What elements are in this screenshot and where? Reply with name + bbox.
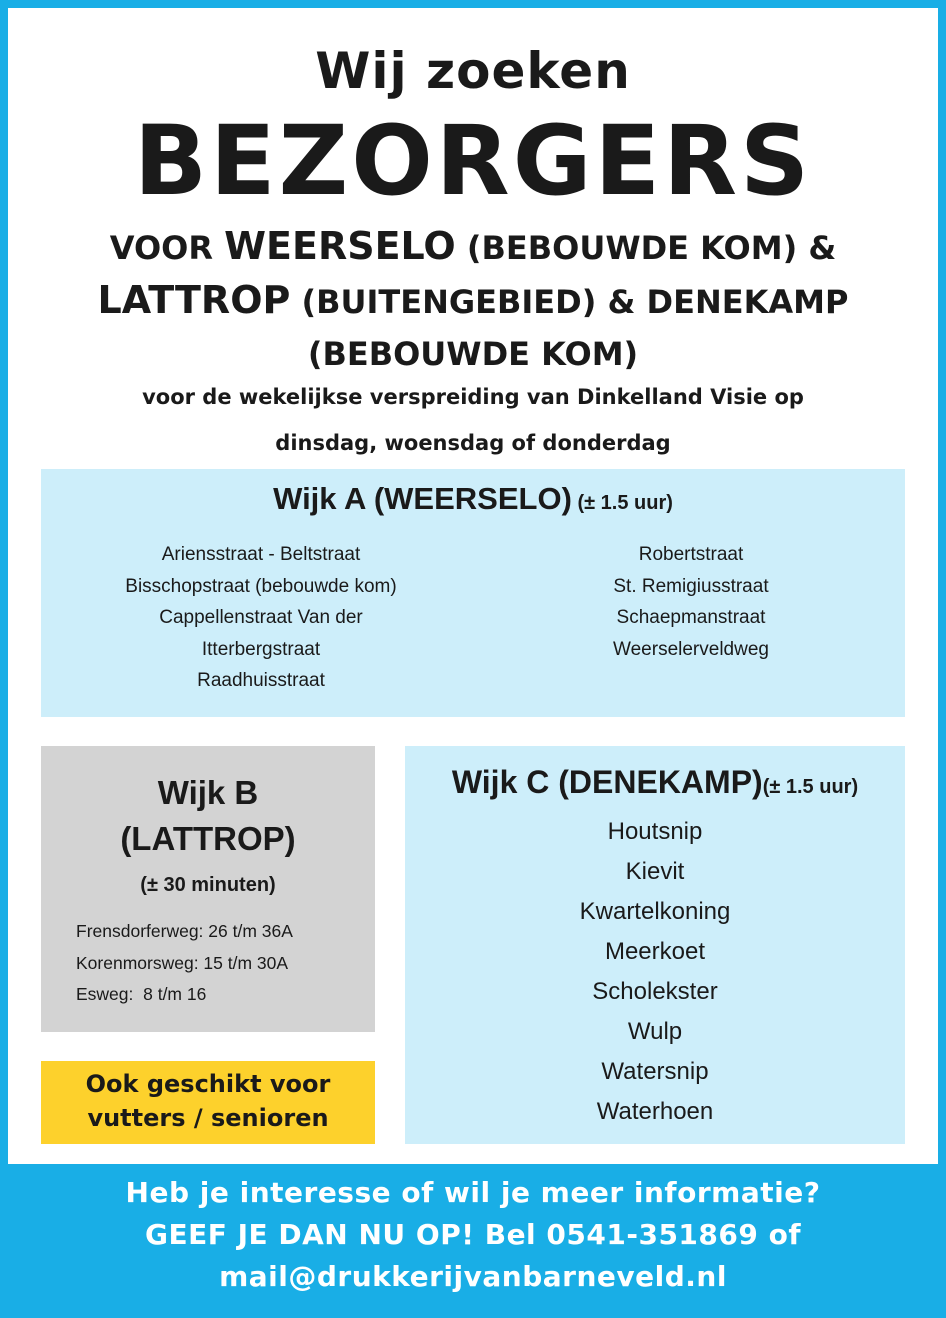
areas-lattrop: LATTROP	[97, 278, 291, 322]
wijk-c-streets	[405, 812, 905, 1132]
street-item: Waterhoen	[596, 1098, 714, 1125]
street-item: Robertstraat	[638, 544, 744, 565]
wijk-c-title	[405, 764, 905, 801]
wijk-c-duration: (± 1.5 uur)	[762, 776, 859, 798]
footer-line-1: Heb je interesse of wil je meer informatie?	[125, 1176, 821, 1209]
street-item: Ariensstraat - Beltstraat	[161, 544, 361, 565]
wijk-b-duration: (± 30 minuten)	[140, 874, 276, 896]
wijk-a-streets-left	[91, 539, 431, 697]
wijk-b-area: (LATTROP)	[120, 820, 296, 857]
footer-line-2: GEEF JE DAN NU OP! Bel 0541-351869 of	[144, 1218, 802, 1251]
street-item: Houtsnip	[607, 818, 703, 845]
wijk-b-streets	[76, 916, 293, 1011]
wijk-a-streets-right	[521, 539, 861, 665]
street-item: Korenmorsweg: 15 t/m 30A	[76, 952, 289, 973]
seniors-badge	[41, 1061, 375, 1144]
seniors-badge-text	[41, 1067, 375, 1135]
street-item: Schaepmanstraat	[616, 607, 766, 628]
wijk-a-duration: (± 1.5 uur)	[571, 492, 673, 514]
wijk-a-box	[41, 469, 905, 717]
areas-weerselo-note: (BEBOUWDE KOM) &	[455, 229, 837, 267]
flyer-sheet	[8, 8, 938, 1164]
subtitle-line-2: dinsdag, woensdag of donderdag	[275, 431, 671, 455]
street-item: Kievit	[625, 858, 685, 885]
areas-lattrop-note: (BUITENGEBIED) & DENEKAMP	[290, 283, 849, 321]
street-item: Weerselerveldweg	[613, 638, 769, 660]
street-item: Esweg: 8 t/m 16	[76, 984, 207, 1004]
wijk-c-name: Wijk C (DENEKAMP)	[451, 764, 763, 800]
headline-areas	[8, 220, 938, 380]
badge-line-1: Ook geschikt voor	[85, 1070, 331, 1098]
street-item: Cappellenstraat Van der	[159, 607, 363, 628]
street-item: Bisschopstraat (bebouwde kom)	[125, 575, 397, 597]
contact-footer	[0, 1172, 946, 1298]
areas-voor: VOOR	[109, 229, 225, 267]
street-item: Scholekster	[592, 978, 718, 1005]
subtitle-line-1: voor de wekelijkse verspreiding van Dinkelland Visie op	[142, 385, 804, 409]
areas-denekamp-note: (BEBOUWDE KOM)	[307, 335, 639, 373]
badge-line-2: vutters / senioren	[87, 1104, 329, 1132]
street-item: Raadhuisstraat	[197, 670, 325, 691]
footer-email-link[interactable]: mail@drukkerijvanbarneveld.nl	[219, 1260, 727, 1293]
wijk-a-title	[41, 481, 905, 517]
headline-subtitle	[8, 374, 938, 466]
wijk-b-box	[41, 746, 375, 1032]
street-item: Watersnip	[601, 1058, 709, 1085]
wijk-a-name: Wijk A (WEERSELO)	[273, 481, 572, 516]
street-item: Wulp	[627, 1018, 683, 1045]
headline-intro: Wij zoeken	[315, 42, 631, 100]
street-item: Meerkoet	[604, 938, 706, 965]
street-item: St. Remigiusstraat	[613, 575, 769, 597]
wijk-b-name: Wijk B	[157, 774, 259, 811]
street-item: Itterbergstraat	[201, 638, 321, 660]
headline-main: BEZORGERS	[133, 105, 813, 217]
street-item: Kwartelkoning	[579, 898, 731, 925]
wijk-b-title	[41, 770, 375, 862]
areas-weerselo: WEERSELO	[224, 224, 456, 268]
street-item: Frensdorferweg: 26 t/m 36A	[76, 921, 293, 941]
wijk-c-box	[405, 746, 905, 1144]
